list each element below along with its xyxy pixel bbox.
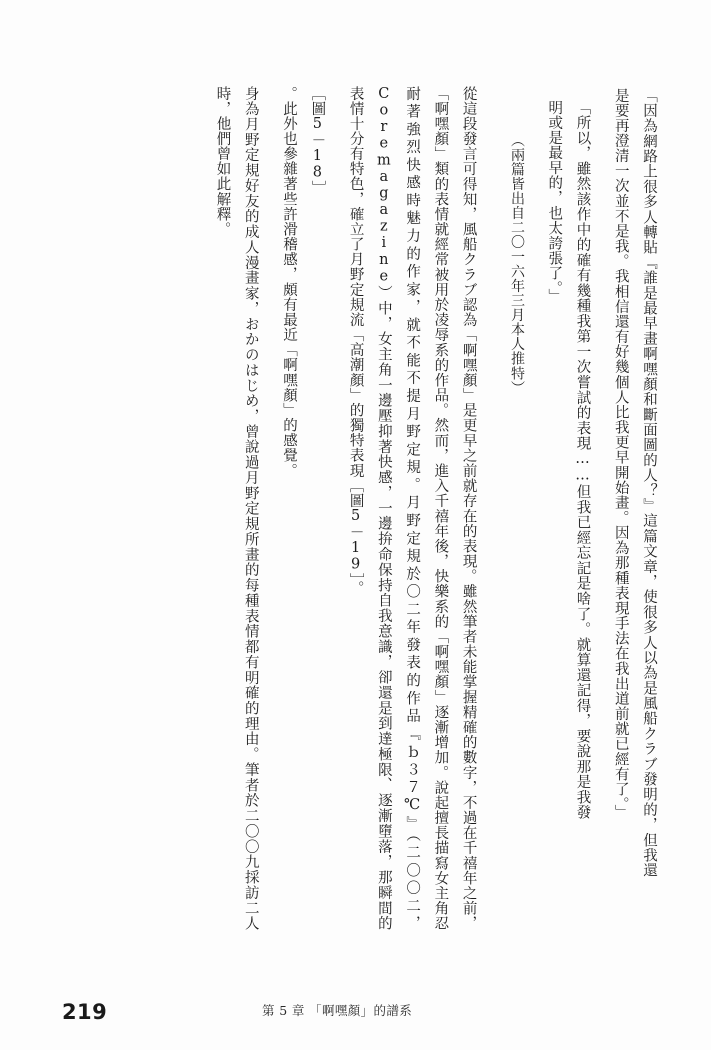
page-footer xyxy=(0,994,711,1024)
figure-ref-text: ［圖5－18］ xyxy=(309,86,326,197)
quote-block-2 xyxy=(540,100,597,820)
paragraph-block-2 xyxy=(208,86,265,931)
quote-2-text: 「所以，雖然該作中的確有幾種我第一次嘗試的表現……但我已經忘記是啥了。就算還記得，要說那是我發明或是最早的，也太誇張了。」 xyxy=(546,100,591,820)
paragraph-1-text: 從這段發言可得知，風船クラブ認為「啊嘿顏」是更早之前就存在的表現。雖然筆者未能掌握精確的數字，不過在千禧年之前，「啊嘿顏」類的表情就經常被用於凌辱系的作品。然而，進入千禧年後，快樂系的「啊嘿顏」逐漸增加。說起擅長描寫女主角忍耐著強烈快感時魅力的作家，就不能不提月野定規。月野定規於〇二年發表的作品『ｂ３７℃』（二〇〇二，Coremagazine）中，女主角一邊壓抑著快感，一邊拚命保持自我意識，卻還是到達極限、逐漸墮落，那瞬間的表情十分有特色，確立了月野定規流「高潮顏」的獨特表現［圖5－19］。 xyxy=(347,86,477,931)
attribution-block xyxy=(503,133,530,873)
page-number: 219 xyxy=(62,1000,108,1024)
inline-note-text: 。此外也參雜著些許滑稽感，頗有最近「啊嘿顏」的感覺。 xyxy=(281,86,298,479)
quote-block-1 xyxy=(606,88,663,878)
quote-1-text: 「因為網路上很多人轉貼『誰是最早畫啊嘿顏和斷面圖的人？』這篇文章，使很多人以為是風船クラブ發明的，但我還是要再澄清一次並不是我。我相信還有好幾個人比我更早開始畫。因為那種表現手法在我出道前就已經有了。」 xyxy=(612,88,657,878)
paragraph-block-1 xyxy=(341,86,482,931)
attribution-text: （兩篇皆出自二〇一六年三月本人推特） xyxy=(508,133,525,396)
inline-note-block xyxy=(275,86,303,931)
footer-chapter-title: 第 5 章 「啊嘿顏」的譜系 xyxy=(262,1003,413,1018)
vertical-text-body xyxy=(60,78,663,958)
figure-reference-block xyxy=(303,86,331,931)
paragraph-2-text: 身為月野定規好友的成人漫畫家，おかのはじめ，曾說過月野定規所畫的每種表情都有明確的理由。筆者於二〇〇九採訪二人時，他們曾如此解釋。 xyxy=(214,86,259,931)
